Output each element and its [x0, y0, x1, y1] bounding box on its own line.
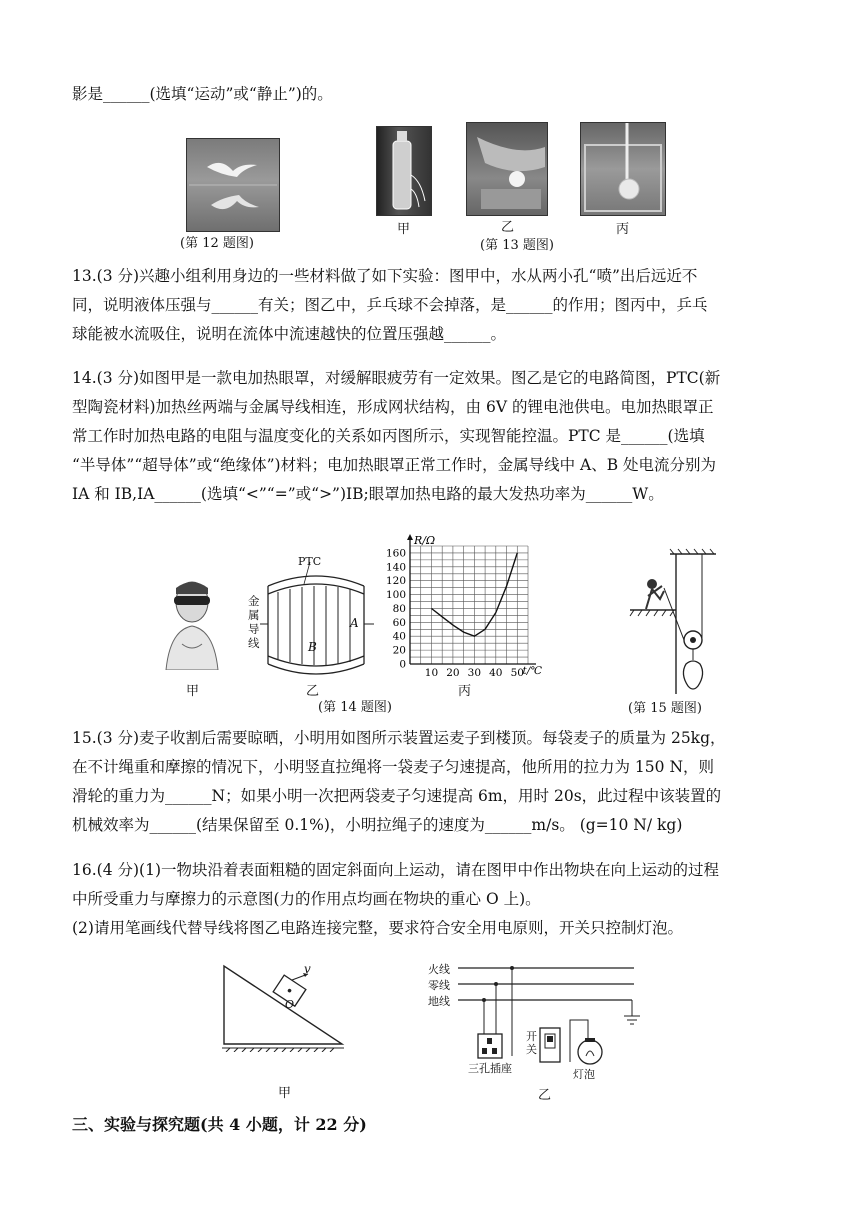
question-13	[72, 262, 792, 349]
text-line: 影是______(选填“运动”或“静止”)的。	[72, 85, 333, 103]
text-line: 中所受重力与摩擦力的示意图(力的作用点均画在物块的重心 O 上)。	[72, 890, 541, 908]
text-line: 滑轮的重力为______N；如果小明一次把两袋麦子匀速提高 6m，用时 20s，此过程中该装置的	[72, 787, 722, 805]
question-16	[72, 856, 792, 943]
center-o-label: O	[285, 998, 295, 1011]
figure-14-label-jia: 甲	[186, 684, 200, 699]
text-line: 16.(4 分)(1)一物块沿着表面粗糙的固定斜面向上运动，请在图甲中作出物块在向上运动的过程	[72, 861, 719, 879]
figure-16-label-jia: 甲	[278, 1086, 292, 1101]
incline-block-diagram	[218, 960, 350, 1052]
figure-14-label-bing: 丙	[458, 684, 472, 699]
text-line: 15.(3 分)麦子收割后需要晾晒，小明用如图所示装置运麦子到楼顶。每袋麦子的质量为 25kg，	[72, 729, 726, 747]
y-tick-label: 40	[392, 630, 406, 643]
metal-wire-label	[248, 594, 260, 650]
live-wire-label: 火线	[428, 963, 450, 976]
y-tick-label: 60	[392, 616, 406, 629]
figure-12-caption: (第 12 题图)	[180, 236, 254, 251]
wire-char: 属	[248, 608, 260, 622]
figure-13-label-jia: 甲	[397, 222, 411, 237]
figure-16-label-yi: 乙	[538, 1088, 552, 1103]
text-line: (2)请用笔画线代替导线将图乙电路连接完整，要求符合安全用电原则，开关只控制灯泡。	[72, 919, 683, 937]
question-15	[72, 724, 792, 840]
figure-15-caption: (第 15 题图)	[628, 701, 702, 716]
household-wiring-diagram	[428, 958, 648, 1082]
neutral-wire-label: 零线	[428, 979, 450, 992]
figure-15-pulley	[628, 548, 718, 694]
section-3-heading: 三、实验与探究题(共 4 小题，计 22 分)	[72, 1115, 367, 1134]
x-tick-label: 20	[446, 667, 460, 679]
text-line: 常工作时加热电路的电阻与温度变化的关系如丙图所示，实现智能控温。PTC 是______(选填	[72, 427, 705, 445]
text-line: “半导体”“超导体”或“绝缘体”)材料；电加热眼罩正常工作时，金属导线中 A、B 处电流分别为	[72, 456, 717, 474]
text-line: 型陶瓷材料)加热丝两端与金属导线相连，形成网状结构，由 6V 的锂电池供电。电加热眼罩正	[72, 398, 714, 416]
y-tick-label: 0	[399, 658, 406, 671]
text-line: 同，说明液体压强与______有关；图乙中，乒乓球不会掉落，是______的作用；图丙中，乒乓	[72, 296, 708, 314]
figure-12-photo	[186, 138, 280, 232]
question-12-tail	[72, 80, 792, 109]
text-line: 13.(3 分)兴趣小组利用身边的一些材料做了如下实验：图甲中，水从两小孔“喷”出后远近不	[72, 267, 698, 285]
wire-char: 导	[248, 622, 260, 636]
figure-16-household-circuit	[428, 958, 648, 1082]
bulb-label: 灯泡	[573, 1068, 595, 1081]
y-tick-label: 160	[385, 547, 406, 560]
y-tick-label: 100	[385, 589, 406, 602]
socket-label: 三孔插座	[468, 1062, 512, 1075]
text-line: 球能被水流吸住，说明在流体中流速越快的位置压强越______。	[72, 325, 507, 343]
x-tick-label: 40	[489, 667, 503, 679]
figure-13-photo-bing	[580, 122, 666, 216]
text-line: IA 和 IB,IA______(选填“<”“=”或“>”)IB;眼罩加热电路的最大发热功率为______W。	[72, 485, 664, 503]
figure-14-photo-jia	[160, 574, 224, 670]
water-stream-ball-icon	[581, 123, 665, 215]
figure-13-caption: (第 13 题图)	[480, 238, 554, 253]
water-bottle-icon	[377, 127, 431, 215]
x-axis-label: t/℃	[522, 665, 542, 677]
y-tick-label: 80	[392, 602, 406, 615]
x-tick-label: 50	[510, 667, 524, 679]
funnel-ball-icon	[467, 123, 547, 215]
resistance-temperature-chart	[380, 532, 542, 682]
point-a-label: A	[350, 616, 359, 630]
point-b-label: B	[308, 640, 317, 654]
y-tick-label: 140	[385, 561, 406, 574]
question-14	[72, 364, 792, 509]
switch-char: 开	[526, 1030, 537, 1043]
x-tick-label: 30	[467, 667, 482, 679]
movable-pulley-diagram	[628, 548, 718, 694]
figure-13-photo-yi	[466, 122, 548, 216]
text-line: 机械效率为______(结果保留至 0.1%)，小明拉绳子的速度为______m/s。 (g=10 N/ kg)	[72, 816, 683, 834]
figure-13-label-bing: 丙	[616, 222, 630, 237]
switch-label	[526, 1030, 538, 1056]
y-tick-label: 120	[385, 575, 406, 588]
ground-wire-label: 地线	[428, 995, 450, 1008]
velocity-label: v	[304, 962, 311, 976]
figure-13-photo-jia	[376, 126, 432, 216]
wire-char: 线	[248, 636, 260, 650]
wire-char: 金	[248, 594, 260, 608]
y-tick-label: 20	[392, 644, 406, 657]
eye-mask-person-icon	[160, 574, 224, 670]
text-line: 14.(3 分)如图甲是一款电加热眼罩，对缓解眼疲劳有一定效果。图乙是它的电路简图，PTC(新	[72, 369, 721, 387]
ptc-label: PTC	[298, 555, 322, 568]
bird-reflection-icon	[187, 139, 279, 231]
y-axis-arrow	[407, 534, 413, 540]
y-axis-label: R/Ω	[414, 534, 436, 547]
x-tick-label: 10	[424, 667, 439, 679]
text-line: 在不计绳重和摩擦的情况下，小明竖直拉绳将一袋麦子匀速提高，他所用的拉力为 150 N，则	[72, 758, 715, 776]
figure-14-label-yi: 乙	[306, 684, 320, 699]
figure-16-incline	[218, 960, 350, 1052]
switch-char: 关	[526, 1043, 537, 1056]
figure-13-label-yi: 乙	[501, 220, 515, 235]
figure-14-caption: (第 14 题图)	[318, 700, 392, 715]
